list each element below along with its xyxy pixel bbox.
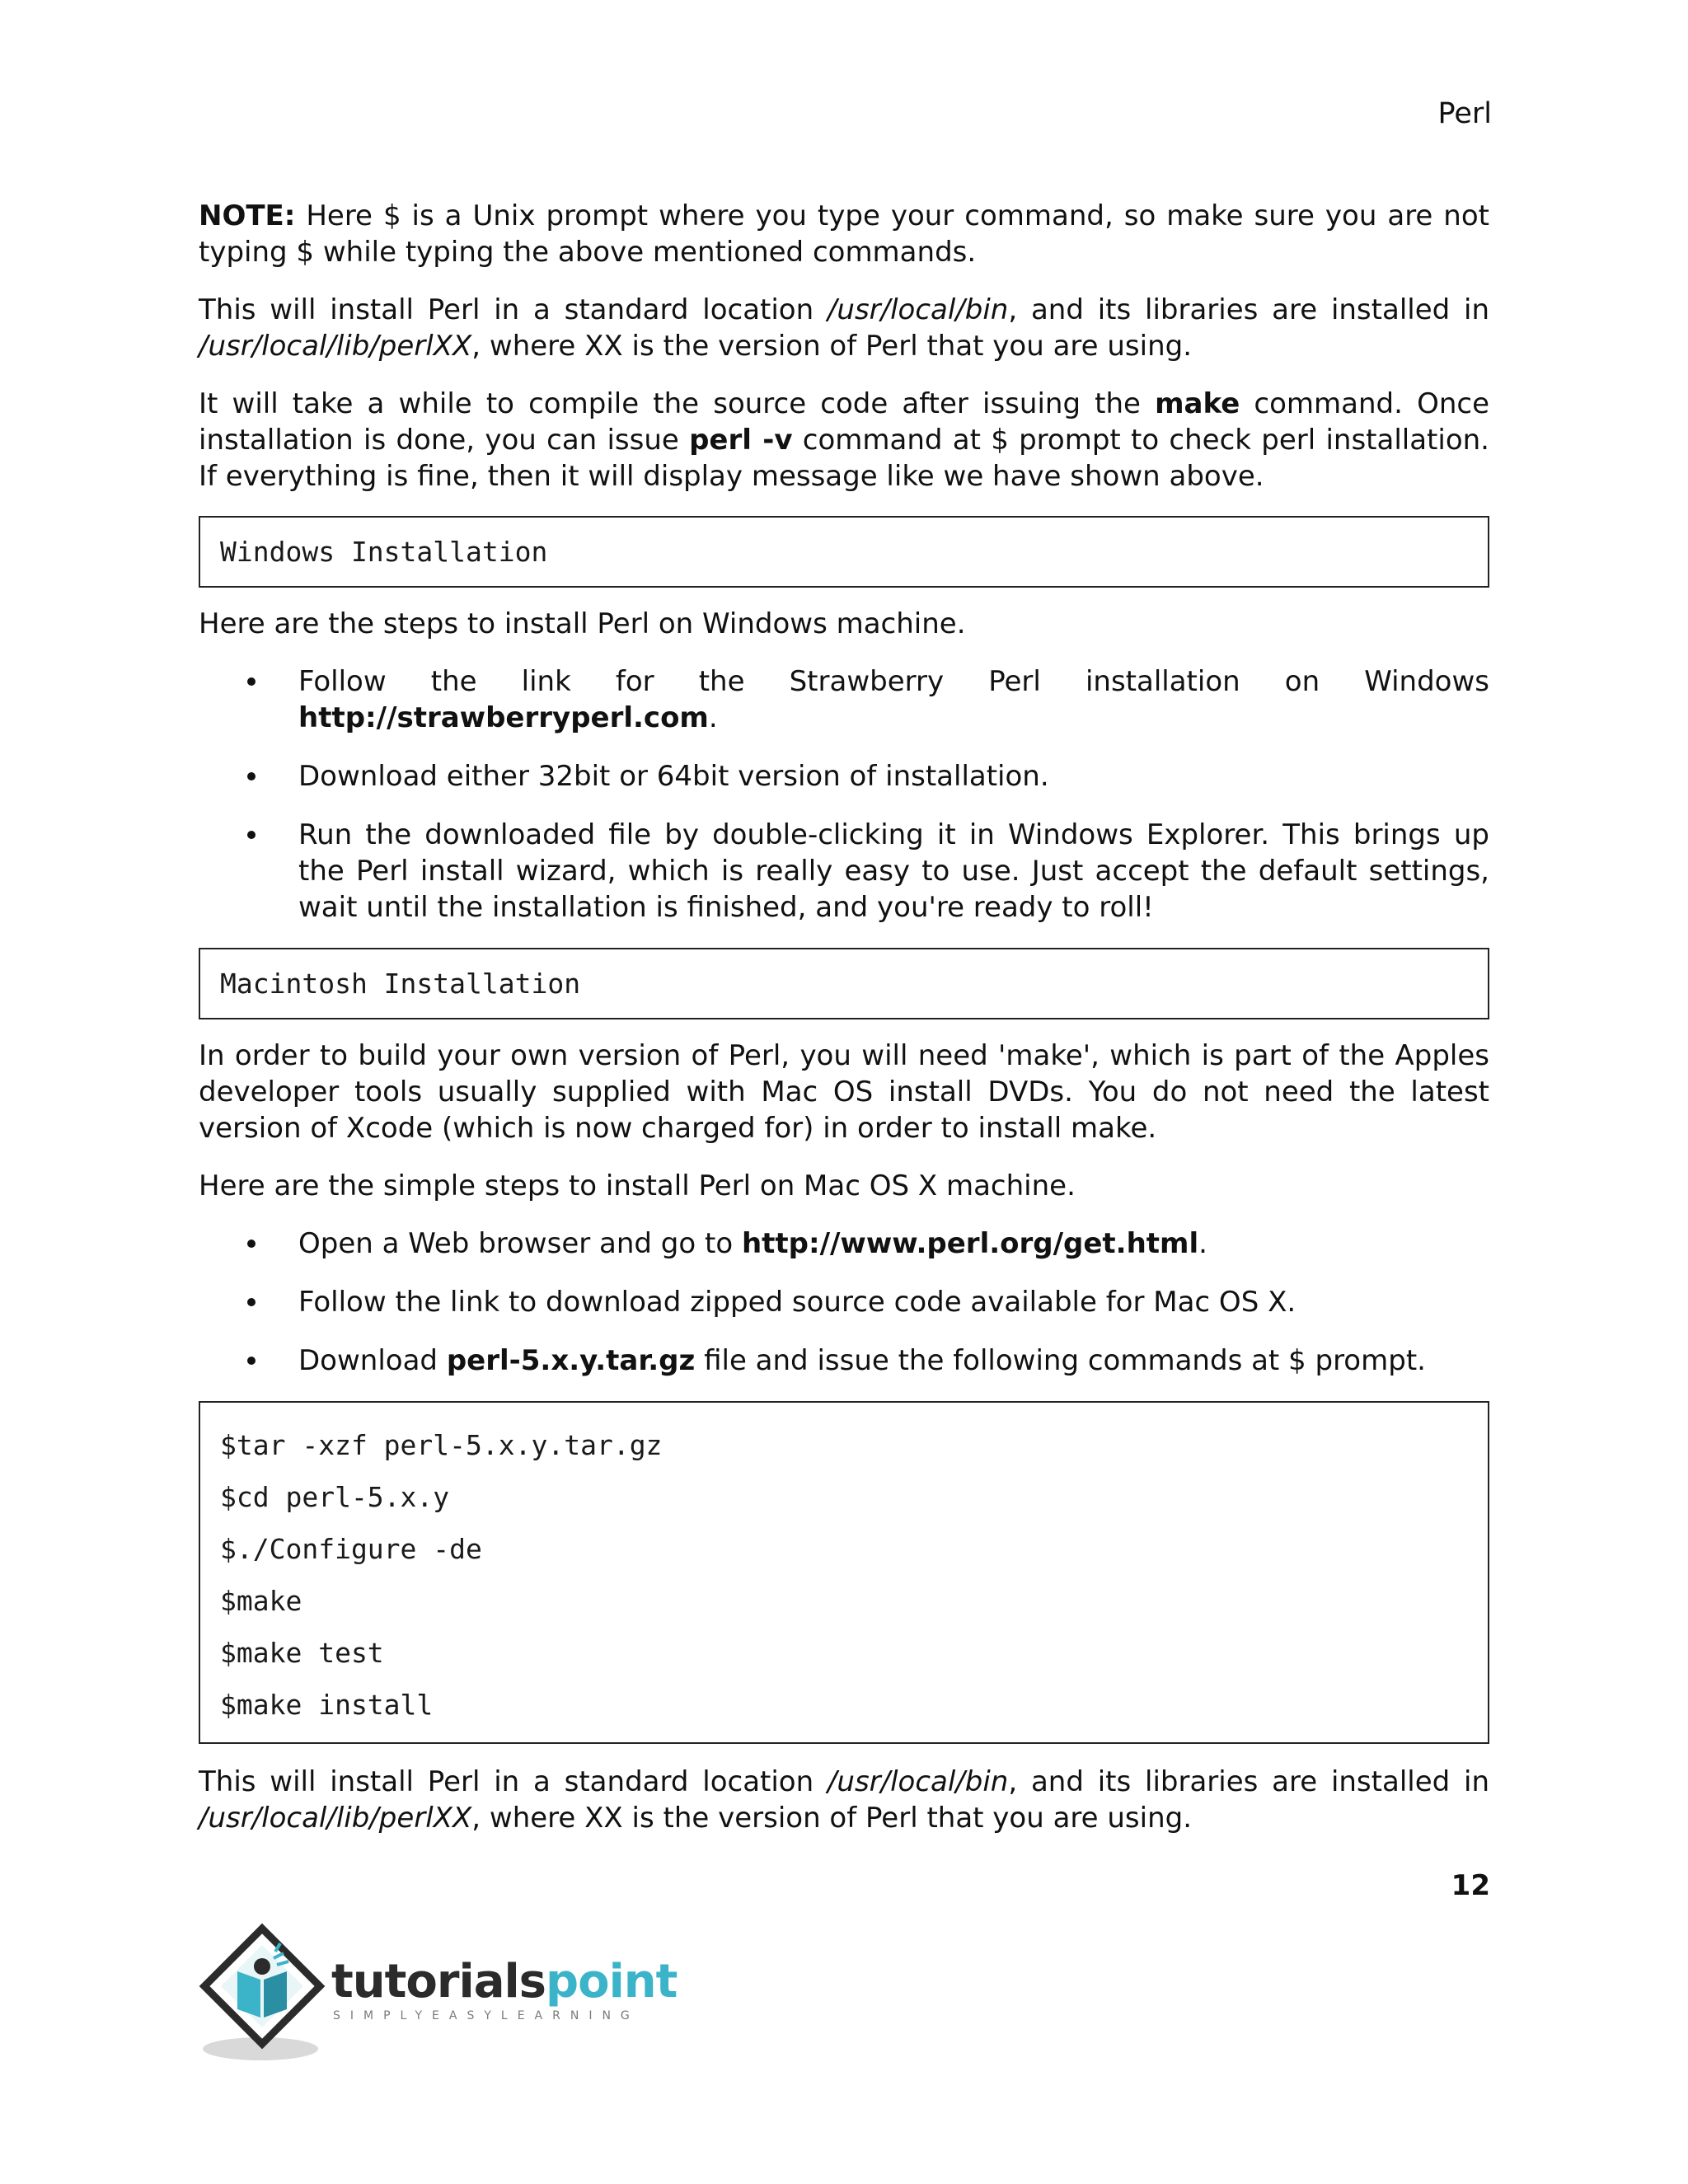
macintosh-installation-heading: Macintosh Installation: [199, 948, 1489, 1019]
bullet-icon: [247, 1357, 256, 1365]
page-content: [199, 198, 1489, 1858]
list-item: [199, 817, 1489, 926]
mac-intro-2: Here are the simple steps to install Perl on Mac OS X machine.: [199, 1169, 1076, 1202]
mac-location-text-c: , where XX is the version of Perl that you are using.: [471, 1802, 1193, 1835]
windows-step1-period: .: [708, 701, 718, 734]
note-text: Here $ is a Unix prompt where you type your command, so make sure you are not typing $ while typing the above mentioned commands.: [199, 199, 1489, 269]
code-line: $make: [220, 1585, 302, 1617]
code-line: $./Configure -de: [220, 1533, 482, 1565]
unix-location-paragraph: [199, 292, 1489, 364]
perl-v-command: perl -v: [689, 424, 793, 457]
list-item: [199, 1226, 1489, 1262]
mac-location-paragraph: [199, 1764, 1489, 1836]
logo-tagline: SIMPLYEASYLEARNING: [333, 2009, 640, 2022]
page-header-title: Perl: [1437, 97, 1492, 130]
bullet-icon: [247, 831, 256, 839]
mac-bin-path: /usr/local/bin: [827, 1765, 1009, 1798]
book-diamond-icon: [195, 1920, 335, 2069]
code-line: $make install: [220, 1689, 434, 1721]
perl-tarball-filename: perl-5.x.y.tar.gz: [446, 1344, 696, 1377]
bullet-icon: [247, 772, 256, 780]
compile-note-paragraph: [199, 386, 1489, 494]
perl-org-link[interactable]: http://www.perl.org/get.html: [741, 1227, 1199, 1260]
mac-step2-text: Follow the link to download zipped source code available for Mac OS X.: [298, 1286, 1296, 1319]
note-label: NOTE:: [199, 199, 296, 232]
mac-lib-path: /usr/local/lib/perlXX: [199, 1802, 472, 1835]
bullet-icon: [247, 1240, 256, 1248]
strawberry-perl-link[interactable]: http://strawberryperl.com: [298, 701, 709, 734]
mac-step3-text-b: file and issue the following commands at $ prompt.: [695, 1344, 1426, 1377]
mac-location-text-b: , and its libraries are installed in: [1008, 1765, 1490, 1798]
mac-intro-1: In order to build your own version of Perl, you will need 'make', which is part of the Apples developer tools usually supplied with Mac OS install DVDs. You do not need the latest version of Xcode (which is now charged for) in order to install make.: [199, 1039, 1489, 1145]
windows-steps-list: [199, 663, 1489, 926]
mac-steps-list: [199, 1226, 1489, 1379]
list-item: [199, 758, 1489, 794]
unix-lib-path: /usr/local/lib/perlXX: [199, 330, 472, 363]
compile-text-c: command at $ prompt to check perl installation. If everything is fine, then it will display message like we have shown above.: [199, 424, 1489, 493]
list-item: [199, 1284, 1489, 1320]
bullet-icon: [247, 1298, 256, 1306]
note-paragraph: [199, 198, 1489, 270]
logo-wordmark: [331, 1955, 677, 2008]
list-item: [199, 1343, 1489, 1379]
mac-step1-period: .: [1198, 1227, 1207, 1260]
mac-location-text-a: This will install Perl in a standard location: [199, 1765, 828, 1798]
list-item: [199, 663, 1489, 736]
bullet-icon: [247, 677, 256, 686]
tutorialspoint-logo: [195, 1920, 689, 2069]
logo-word-tutorials: tutorials: [331, 1955, 546, 2008]
compile-text-b: command. Once installation is done, you can issue: [199, 387, 1490, 457]
logo-head: [254, 1958, 270, 1975]
install-commands-code-block: [199, 1401, 1489, 1744]
windows-step3-text: Run the downloaded file by double-clicking it in Windows Explorer. This brings up the Perl install wizard, which is really easy to use. Just accept the default settings, wait until the installation is finished, and you're ready to roll!: [298, 818, 1489, 924]
unix-bin-path: /usr/local/bin: [827, 293, 1009, 326]
unix-location-text-a: This will install Perl in a standard location: [199, 293, 828, 326]
windows-intro: Here are the steps to install Perl on Windows machine.: [199, 607, 966, 640]
windows-step1-text: Follow the link for the Strawberry Perl installation on Windows: [298, 665, 1489, 698]
windows-step2-text: Download either 32bit or 64bit version of installation.: [298, 760, 1049, 793]
mac-step1-text: Open a Web browser and go to: [298, 1227, 742, 1260]
unix-location-text-b: , and its libraries are installed in: [1008, 293, 1490, 326]
unix-location-text-c: , where XX is the version of Perl that you are using.: [471, 330, 1193, 363]
windows-installation-heading: Windows Installation: [199, 516, 1489, 588]
code-line: $cd perl-5.x.y: [220, 1481, 450, 1513]
logo-word-point: point: [546, 1955, 678, 2008]
make-command: make: [1155, 387, 1240, 420]
code-line: $make test: [220, 1637, 384, 1669]
compile-text-a: It will take a while to compile the source code after issuing the: [199, 387, 1156, 420]
page-number: 12: [1451, 1869, 1490, 1902]
mac-step3-text-a: Download: [298, 1344, 447, 1377]
code-line: $tar -xzf perl-5.x.y.tar.gz: [220, 1429, 663, 1461]
